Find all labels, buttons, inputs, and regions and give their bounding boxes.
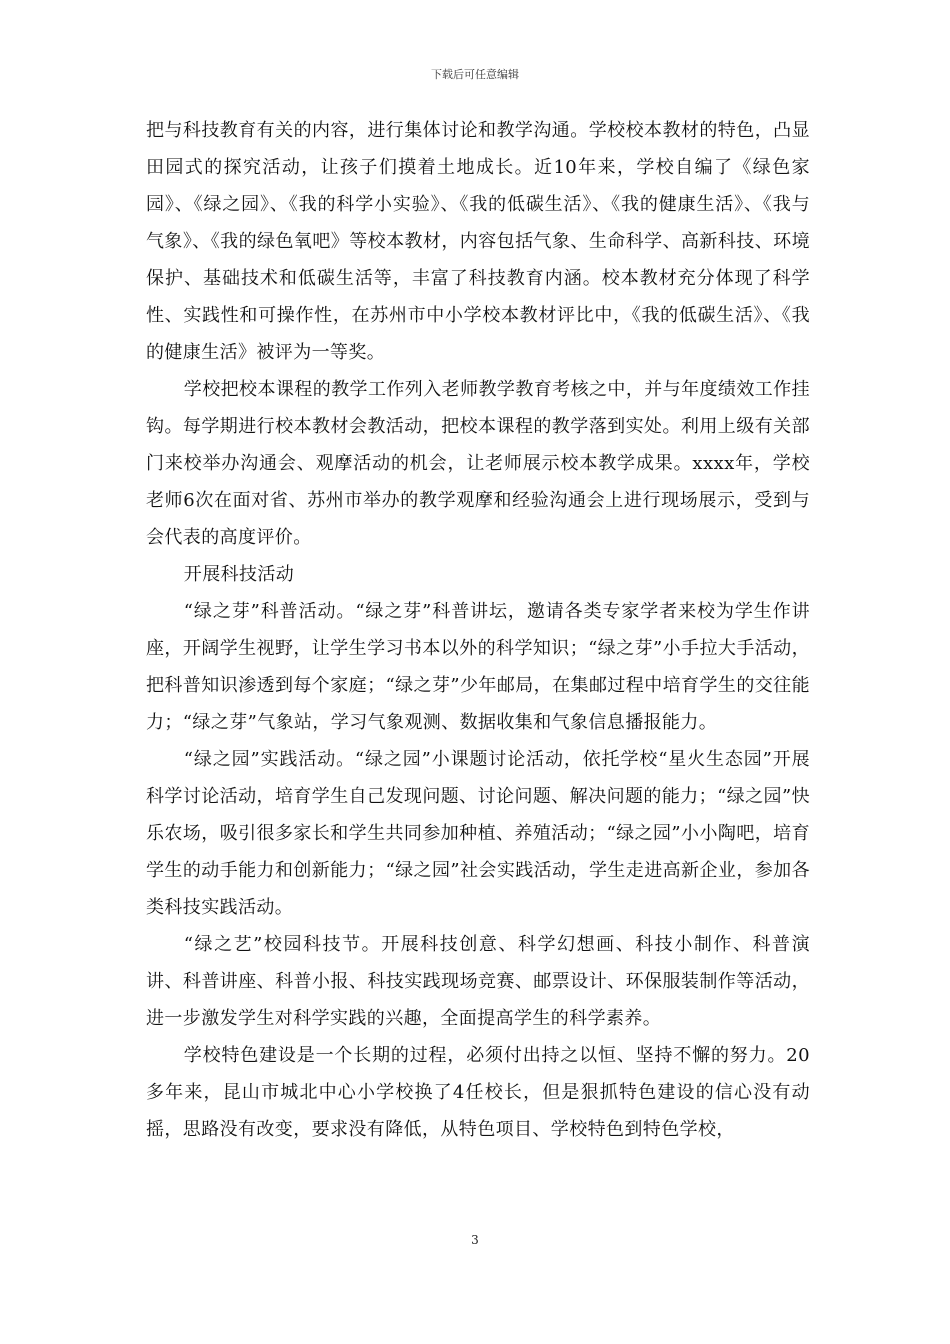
paragraph-6: 学校特色建设是一个长期的过程，必须付出持之以恒、坚持不懈的努力。20多年来，昆山市城北中心小学校换了4任校长，但是狠抓特色建设的信心没有动摇，思路没有改变，要求没有降低，从特色项目、学校特色到特色学校，	[146, 1045, 810, 1140]
paragraph-2: 学校把校本课程的教学工作列入老师教学教育考核之中，并与年度绩效工作挂钩。每学期进行校本教材会教活动，把校本课程的教学落到实处。利用上级有关部门来校举办沟通会、观摩活动的机会，让老师展示校本教学成果。xxxx年，学校老师6次在面对省、苏州市举办的教学观摩和经验沟通会上进行现场展示，受到与会代表的高度评价。	[146, 379, 810, 548]
section-heading: 开展科技活动	[183, 564, 295, 585]
document-body	[146, 112, 810, 1148]
paragraph-3: “绿之芽”科普活动。“绿之芽”科普讲坛，邀请各类专家学者来校为学生作讲座，开阔学生视野，让学生学习书本以外的科学知识；“绿之芽”小手拉大手活动，把科普知识渗透到每个家庭；“绿之芽”少年邮局，在集邮过程中培育学生的交往能力；“绿之芽”气象站，学习气象观测、数据收集和气象信息播报能力。	[146, 601, 810, 733]
page-header: 下载后可任意编辑	[431, 68, 519, 81]
paragraph-1: 把与科技教育有关的内容，进行集体讨论和教学沟通。学校校本教材的特色，凸显田园式的探究活动，让孩子们摸着土地成长。近10年来，学校自编了《绿色家园》、《绿之园》、《我的科学小实验》、《我的低碳生活》、《我的健康生活》、《我与气象》、《我的绿色氧吧》等校本教材，内容包括气象、生命科学、高新科技、环境保护、基础技术和低碳生活等，丰富了科技教育内涵。校本教材充分体现了科学性、实践性和可操作性，在苏州市中小学校本教材评比中，《我的低碳生活》、《我的健康生活》被评为一等奖。	[146, 120, 810, 363]
page-number: 3	[471, 1233, 479, 1247]
paragraph-5: “绿之艺”校园科技节。开展科技创意、科学幻想画、科技小制作、科普演讲、科普讲座、科普小报、科技实践现场竞赛、邮票设计、环保服装制作等活动，进一步激发学生对科学实践的兴趣，全面提高学生的科学素养。	[146, 934, 810, 1029]
paragraph-4: “绿之园”实践活动。“绿之园”小课题讨论活动，依托学校“星火生态园”开展科学讨论活动，培育学生自己发现问题、讨论问题、解决问题的能力；“绿之园”快乐农场，吸引很多家长和学生共同参加种植、养殖活动；“绿之园”小小陶吧，培育学生的动手能力和创新能力；“绿之园”社会实践活动，学生走进高新企业，参加各类科技实践活动。	[146, 749, 810, 918]
